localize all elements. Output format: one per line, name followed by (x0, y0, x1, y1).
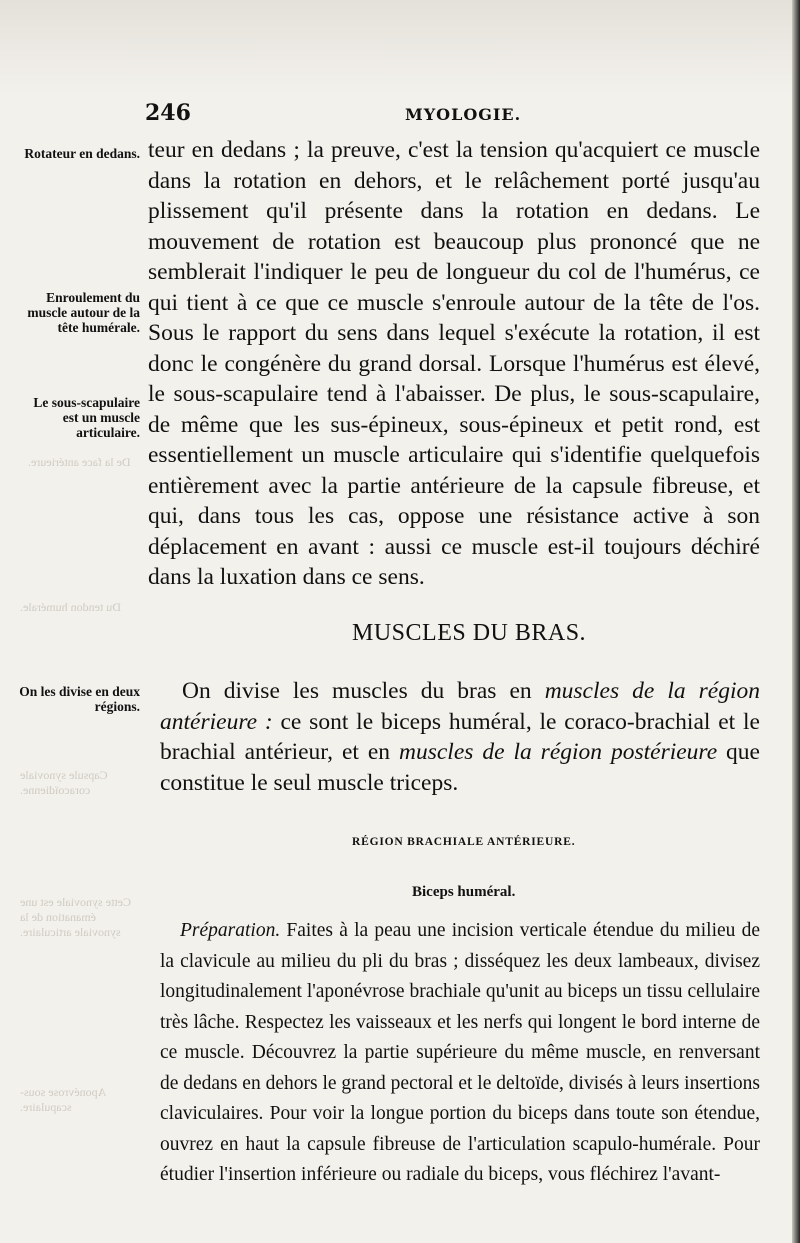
paragraph-division-italic-2: muscles de la région postérieure (399, 739, 718, 765)
margin-note-sous-scapulaire: Le sous-scapulaire est un muscle articulaire. (33, 395, 140, 440)
margin-note-divise: On les divise en deux régions. (19, 684, 140, 714)
show-through-text: Du tendon humérale. (20, 600, 121, 614)
show-through-text: Aponévrose sous-scapulaire. (20, 1085, 107, 1114)
paragraph-division (160, 676, 760, 798)
show-through-text: De la face antérieure. (28, 455, 131, 469)
page-top-shading (0, 0, 800, 95)
paragraph-preparation (160, 916, 760, 1191)
show-through-text: Capsule synoviale coracoïdienne. (20, 768, 108, 797)
preparation-label: Préparation. (180, 920, 281, 941)
subheading-biceps: Biceps huméral. (412, 884, 516, 900)
preparation-text: Faites à la peau une incision verticale étendue du milieu de la clavicule au milieu du pli du bras ; disséquez les deux lambeaux, divisez longitudinalement l'aponévrose brachiale qu'unit au biceps un tissu cellulaire très lâche. Respectez les vaisseaux et les nerfs qui longent le bord interne de ce muscle. Découvrez la partie supérieure du même muscle, en renversant de dedans en dehors le grand pectoral et le deltoïde, divisés à leurs insertions claviculaires. Pour voir la longue portion du biceps dans toute son étendue, ouvrez en haut la capsule fibreuse de l'articulation scapulo-humérale. Pour étudier l'insertion inférieure ou radiale du biceps, vous fléchirez l'avant- (160, 920, 760, 1185)
running-head: MYOLOGIE. (405, 105, 522, 124)
section-heading: MUSCLES DU BRAS. (352, 620, 587, 646)
margin-note-enroulement: Enroulement du muscle autour de la tête humérale. (27, 290, 140, 335)
paragraph-rotation: teur en dedans ; la preuve, c'est la tension qu'acquiert ce muscle dans la rotation en dehors, et le relâchement porté jusqu'au plissement qu'il présente dans la rotation en dedans. Le mouvement de rotation est beaucoup plus prononcé que ne semblerait l'indiquer le peu de longueur du col de l'humérus, ce qui tient à ce que ce muscle s'enroule autour de la tête de l'os. Sous le rapport du sens dans lequel s'exécute la rotation, il est donc le congénère du grand dorsal. Lorsque l'humérus est élevé, le sous-scapulaire tend à l'abaisser. De plus, le sous-scapulaire, de même que les sus-épineux, sous-épineux et petit rond, est essentiellement un muscle articulaire qui s'identifie quelquefois entièrement avec la partie antérieure de la capsule fibreuse, et qui, dans tous les cas, oppose une résistance active à son déplacement en avant : aussi ce muscle est-il toujours déchiré dans la luxation dans ce sens. (148, 137, 760, 590)
page-header (145, 100, 765, 130)
paragraph-division-lead: On divise les muscles du bras en (182, 678, 545, 704)
margin-note-rotateur: Rotateur en dedans. (24, 146, 140, 161)
show-through-text: Cette synoviale est une émanation de la synoviale articulaire. (20, 895, 131, 939)
page-number: 246 (145, 100, 191, 126)
paragraph-division-italic-1: muscles de la région antérieure : (160, 678, 760, 735)
subheading-region: RÉGION BRACHIALE ANTÉRIEURE. (352, 836, 576, 848)
paragraph-division-mid: ce sont le biceps huméral, le coraco-brachial et le brachial antérieur, et en (160, 708, 760, 765)
paragraph-division-tail: que constitue le seul muscle triceps. (160, 739, 760, 796)
book-spine-edge (792, 0, 800, 1243)
